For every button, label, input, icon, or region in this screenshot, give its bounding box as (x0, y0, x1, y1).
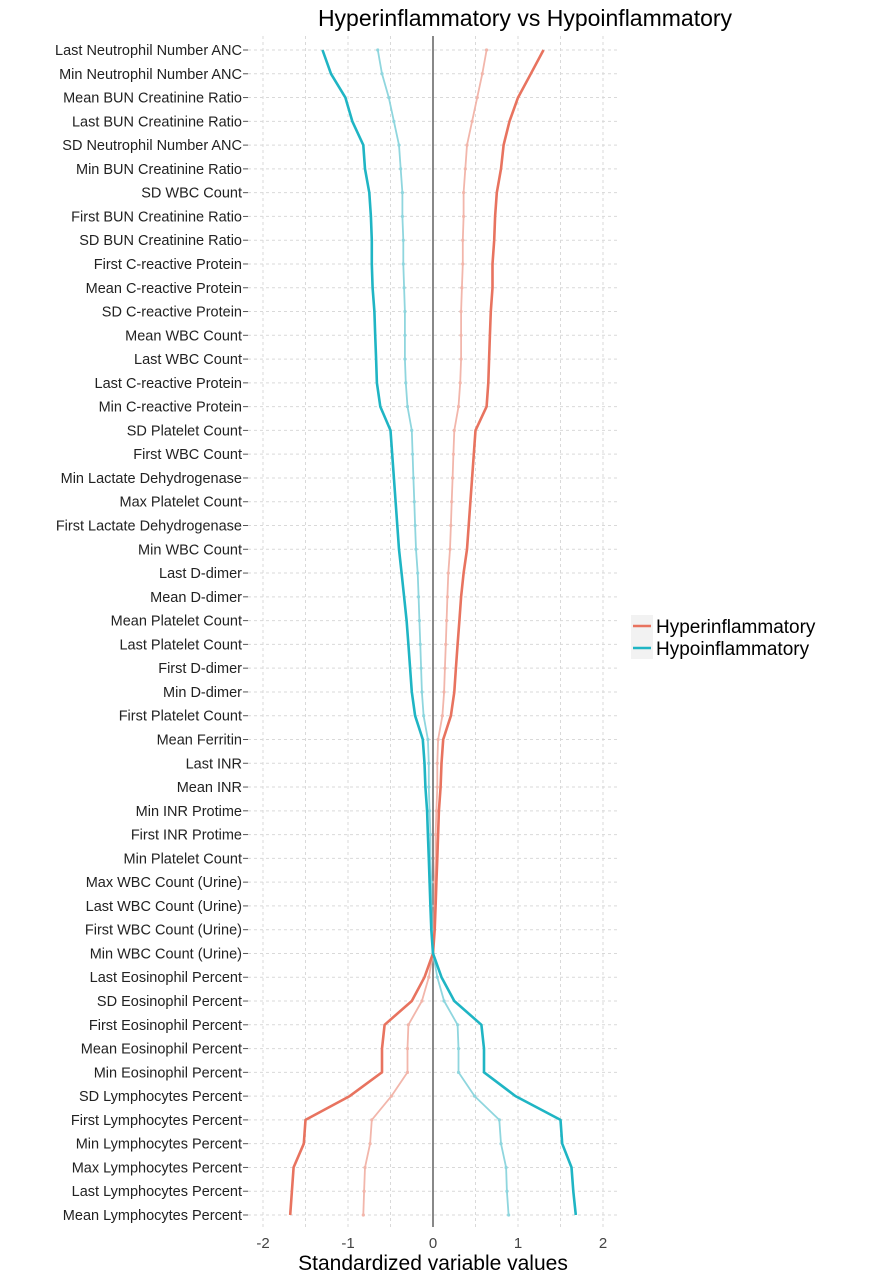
category-label: Max Platelet Count (119, 494, 242, 511)
data-point (370, 1118, 373, 1121)
data-point (459, 334, 462, 337)
data-point (399, 167, 402, 170)
category-label: SD BUN Creatinine Ratio (79, 233, 242, 250)
category-label: Min Neutrophil Number ANC (59, 66, 242, 83)
data-point (420, 690, 423, 693)
series-line (323, 50, 576, 1215)
data-point (436, 976, 439, 979)
x-tick-label: 1 (513, 1235, 523, 1252)
data-point (414, 548, 417, 551)
category-label: Last Platelet Count (119, 637, 242, 654)
category-label: Last INR (185, 756, 242, 773)
category-label: Max Lymphocytes Percent (71, 1160, 242, 1177)
data-point (451, 476, 454, 479)
category-label: Last Eosinophil Percent (89, 970, 242, 987)
category-label: First Lymphocytes Percent (70, 1112, 242, 1129)
data-point (481, 72, 484, 75)
data-point (453, 429, 456, 432)
data-point (499, 1142, 502, 1145)
category-label: Mean C-reactive Protein (85, 280, 242, 297)
data-point (464, 167, 467, 170)
data-point (411, 453, 414, 456)
data-point (459, 357, 462, 360)
data-point (460, 286, 463, 289)
category-label: Last Lymphocytes Percent (71, 1184, 242, 1201)
data-point (429, 833, 432, 836)
data-point (427, 976, 430, 979)
category-label: Min INR Protime (135, 803, 242, 820)
category-labels (55, 43, 248, 1224)
data-point (428, 809, 431, 812)
category-label: Last WBC Count (Urine) (85, 898, 242, 915)
legend (631, 615, 816, 660)
data-point (420, 999, 423, 1002)
data-point (401, 215, 404, 218)
data-point (434, 833, 437, 836)
data-point (392, 120, 395, 123)
legend-label: Hypoinflammatory (656, 639, 810, 660)
data-point (456, 1023, 459, 1026)
data-point (452, 453, 455, 456)
data-point (414, 524, 417, 527)
data-point (410, 429, 413, 432)
data-point (422, 714, 425, 717)
data-point (362, 1213, 365, 1216)
category-label: Min Lactate Dehydrogenase (60, 470, 242, 487)
series-line (290, 50, 543, 1215)
category-label: First BUN Creatinine Ratio (71, 209, 242, 226)
data-point (459, 381, 462, 384)
data-point (419, 643, 422, 646)
category-label: First INR Protime (130, 827, 242, 844)
data-point (407, 1023, 410, 1026)
category-label: Min Eosinophil Percent (93, 1065, 242, 1082)
data-point (462, 191, 465, 194)
data-point (462, 215, 465, 218)
category-label: First C-reactive Protein (93, 256, 242, 273)
data-point (435, 809, 438, 812)
data-point (420, 667, 423, 670)
data-point (485, 48, 488, 51)
category-label: Mean D-dimer (150, 589, 242, 606)
data-point (436, 762, 439, 765)
category-label: Min Lymphocytes Percent (75, 1136, 242, 1153)
data-point (507, 1213, 510, 1216)
category-label: Mean INR (176, 780, 242, 797)
category-label: First Platelet Count (118, 708, 242, 725)
data-point (427, 762, 430, 765)
category-label: First WBC Count (Urine) (84, 922, 242, 939)
x-tick-labels (256, 1235, 607, 1252)
category-label: Last D-dimer (159, 566, 242, 583)
data-point (412, 476, 415, 479)
category-label: Min WBC Count (138, 542, 242, 559)
data-point (401, 191, 404, 194)
category-label: Min BUN Creatinine Ratio (75, 161, 242, 178)
category-label: Mean Platelet Count (110, 613, 242, 630)
data-point (445, 619, 448, 622)
category-label: Last WBC Count (134, 352, 242, 369)
category-label: Last Neutrophil Number ANC (55, 43, 242, 59)
category-label: Mean Lymphocytes Percent (62, 1208, 242, 1224)
category-label: SD Eosinophil Percent (96, 994, 242, 1011)
x-tick-label: 2 (598, 1235, 608, 1252)
data-point (387, 96, 390, 99)
data-point (413, 500, 416, 503)
data-point (404, 381, 407, 384)
data-point (441, 714, 444, 717)
data-point (457, 405, 460, 408)
category-label: Mean Eosinophil Percent (80, 1041, 242, 1058)
data-point (406, 405, 409, 408)
data-point (471, 120, 474, 123)
data-point (505, 1190, 508, 1193)
x-tick-label: -1 (341, 1235, 355, 1252)
data-point (442, 690, 445, 693)
data-point (376, 48, 379, 51)
category-label: SD C-reactive Protein (101, 304, 242, 321)
data-point (416, 571, 419, 574)
data-point (498, 1118, 501, 1121)
data-point (465, 144, 468, 147)
data-point (457, 1071, 460, 1074)
data-point (476, 96, 479, 99)
category-label: First D-dimer (158, 661, 242, 678)
data-point (403, 357, 406, 360)
data-point (426, 738, 429, 741)
chart-title: Hyperinflammatory vs Hypoinflammatory (317, 5, 733, 31)
category-label: SD Neutrophil Number ANC (62, 138, 242, 155)
data-point (448, 548, 451, 551)
category-label: First Eosinophil Percent (88, 1017, 242, 1034)
data-point (444, 643, 447, 646)
data-point (418, 619, 421, 622)
x-tick-label: 0 (428, 1235, 438, 1252)
data-point (436, 785, 439, 788)
data-point (459, 310, 462, 313)
data-point (437, 738, 440, 741)
data-point (417, 595, 420, 598)
data-point (427, 785, 430, 788)
category-label: Mean WBC Count (125, 328, 242, 345)
category-label: SD Platelet Count (126, 423, 242, 440)
category-label: Max WBC Count (Urine) (85, 875, 242, 892)
category-label: SD Lymphocytes Percent (78, 1089, 242, 1106)
data-point (505, 1166, 508, 1169)
data-point (403, 310, 406, 313)
data-point (406, 1071, 409, 1074)
data-point (402, 262, 405, 265)
data-point (450, 500, 453, 503)
x-tick-label: -2 (256, 1235, 270, 1252)
data-point (369, 1142, 372, 1145)
data-point (457, 1047, 460, 1050)
data-point (380, 72, 383, 75)
data-point (447, 571, 450, 574)
category-label: SD WBC Count (141, 185, 242, 202)
data-point (461, 239, 464, 242)
legend-label: Hyperinflammatory (656, 617, 816, 638)
data-point (397, 144, 400, 147)
data-point (443, 667, 446, 670)
category-label: Min D-dimer (163, 684, 242, 701)
category-label: Min WBC Count (Urine) (89, 946, 242, 963)
data-point (403, 334, 406, 337)
category-label: Last C-reactive Protein (94, 375, 242, 392)
category-label: Min C-reactive Protein (98, 399, 242, 416)
category-label: First WBC Count (133, 447, 242, 464)
data-point (406, 1047, 409, 1050)
data-point (446, 595, 449, 598)
x-axis-label: Standardized variable values (298, 1252, 568, 1275)
category-label: Min Platelet Count (123, 851, 242, 868)
data-point (403, 286, 406, 289)
series-line (378, 50, 509, 1215)
data-point (442, 999, 445, 1002)
data-point (402, 239, 405, 242)
data-point (449, 524, 452, 527)
data-point (473, 1095, 476, 1098)
data-point (363, 1166, 366, 1169)
data-point (461, 262, 464, 265)
category-label: Last BUN Creatinine Ratio (71, 114, 242, 131)
category-label: First Lactate Dehydrogenase (55, 518, 242, 535)
data-point (363, 1190, 366, 1193)
category-label: Mean Ferritin (156, 732, 242, 749)
category-label: Mean BUN Creatinine Ratio (63, 90, 242, 107)
data-point (390, 1095, 393, 1098)
